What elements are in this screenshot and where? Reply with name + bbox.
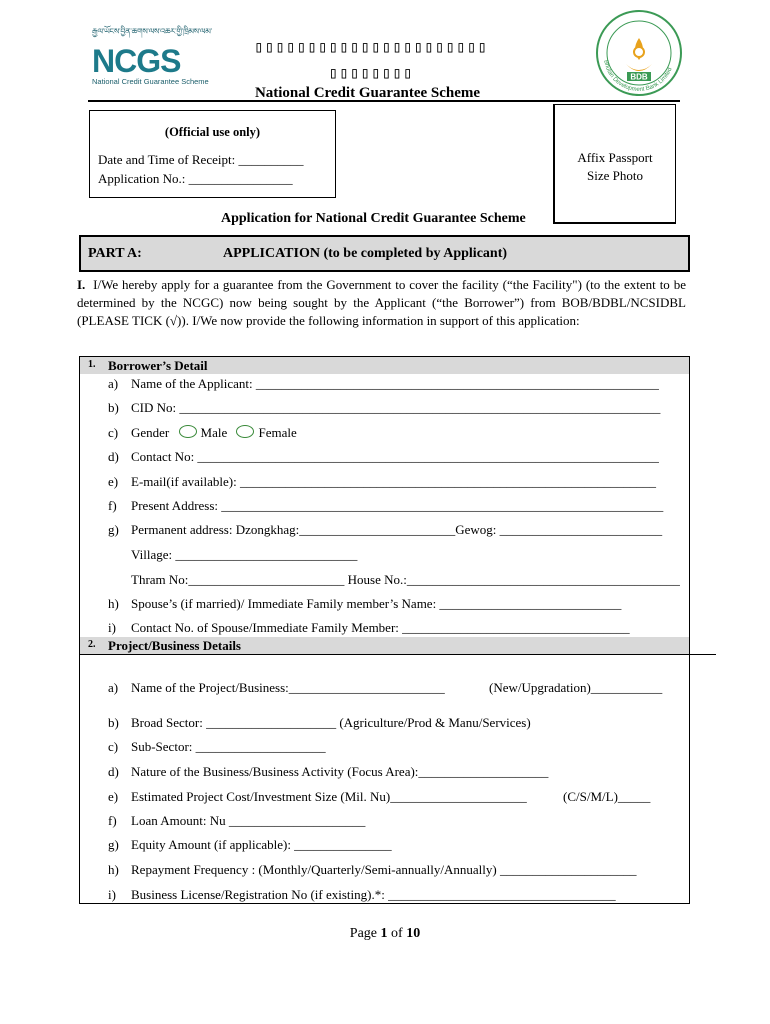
email-field[interactable]: e) E-mail(if available): ________________________________________________________________ [108,474,657,489]
thram-house-field[interactable]: Thram No:________________________ House No.:__________________________________________ [131,572,680,587]
unrendered-line-2: ▯▯▯▯▯▯▯▯ [328,63,414,82]
part-a-header [79,235,690,272]
cid-field[interactable]: b) CID No: __________________________________________________________________________ [108,400,661,415]
contact-no-field[interactable]: d) Contact No: _______________________________________________________________________ [108,449,659,464]
page-word: Page [349,926,378,941]
loan-amount-field[interactable]: f) Loan Amount: Nu _____________________ [108,813,366,828]
official-use-box [89,110,336,198]
spouse-name-field[interactable]: h) Spouse’s (if married)/ Immediate Family member’s Name: ____________________________ [108,596,622,611]
female-radio[interactable] [236,425,254,438]
page-total: 10 [406,926,421,941]
page-current: 1 [380,926,388,941]
project-name-field[interactable]: a) Name of the Project/Business:________________________ [108,680,445,695]
of-word: of [391,926,403,941]
section-1-number: 1. [88,359,96,370]
photo-box-line-1: Affix Passport [577,150,653,165]
bdb-logo [594,8,684,98]
part-a-label: PART A: [88,246,142,261]
business-license-field[interactable]: i) Business License/Registration No (if existing).*: ___________________________________ [108,887,616,902]
section-2-underline [80,654,716,655]
intro-text: I/We hereby apply for a guarantee from the Government to cover the facility (“the Facility") (to the extent to be determined by the NCGC) now being sought by the Applicant (“the Borrower”) from BOB/BDBL/NCSIDBL (PLEASE TICK (√)). I/We now provide the following information in support of this application: [77,277,686,328]
ngcs-logo-subtitle: National Credit Guarantee Scheme [92,77,209,86]
section-2-number: 2. [88,639,96,650]
bdb-logo-text: BDB [630,72,648,82]
project-cost-field[interactable]: e) Estimated Project Cost/Investment Size (Mil. Nu)_____________________ [108,789,527,804]
application-title: Application for National Credit Guarantee Scheme [221,211,526,226]
ngcs-logo-script: རྒྱལ་ཡོངས་བྱིན་ཆགས་ལས་འཆར་གྱི་ཁྲིམས་ལམ་ [92,27,212,36]
page-number [0,926,770,942]
male-label: Male [200,425,228,440]
application-number-field[interactable]: Application No.: ________________ [98,171,293,186]
bdb-logo-emblem-icon [594,8,684,98]
spouse-contact-field[interactable]: i) Contact No. of Spouse/Immediate Family Member: ___________________________________ [108,620,630,635]
bdb-ring-text: Bhutan Development Bank Limited [602,59,674,94]
ngcs-logo-wordmark: NCGS [92,43,181,79]
passport-photo-box[interactable] [553,104,676,224]
unrendered-line-1: ▯▯▯▯▯▯▯▯▯▯▯▯▯▯▯▯▯▯▯▯▯▯ [254,37,488,56]
female-label: Female [258,425,297,440]
header-divider [88,100,680,102]
intro-number: I. [77,277,86,292]
applicant-name-field[interactable]: a) Name of the Applicant: ______________________________________________________________ [108,376,659,391]
ngcs-logo [92,22,212,90]
permanent-address-field[interactable]: g) Permanent address: Dzongkhag:________________________Gewog: _________________________ [108,522,663,537]
section-2-header [80,637,689,654]
new-upgradation-field[interactable]: (New/Upgradation)___________ [489,680,663,695]
sub-sector-field[interactable]: c) Sub-Sector: ____________________ [108,739,326,754]
size-category-field[interactable]: (C/S/M/L)_____ [563,789,651,804]
section-2-title: Project/Business Details [108,638,241,653]
gender-field: c) Gender Male Female [108,425,297,440]
intro-paragraph [77,276,686,330]
present-address-field[interactable]: f) Present Address: ____________________________________________________________________ [108,498,664,513]
unrendered-title-glyphs [236,34,506,86]
equity-amount-field[interactable]: g) Equity Amount (if applicable): _______________ [108,837,392,852]
repayment-frequency-field[interactable]: h) Repayment Frequency : (Monthly/Quarterly/Semi-annually/Annually) _____________________ [108,862,637,877]
official-use-title: (Official use only) [164,125,261,139]
document-title: National Credit Guarantee Scheme [254,85,481,100]
business-nature-field[interactable]: d) Nature of the Business/Business Activity (Focus Area):____________________ [108,764,549,779]
part-a-title: APPLICATION (to be completed by Applicant) [223,246,508,261]
gender-label: Gender [131,425,170,440]
male-radio[interactable] [179,425,197,438]
receipt-date-field[interactable]: Date and Time of Receipt: __________ [98,152,304,167]
section-1-title: Borrower’s Detail [108,358,208,373]
village-field[interactable]: Village: ____________________________ [131,547,358,562]
broad-sector-field[interactable]: b) Broad Sector: ____________________ (Agriculture/Prod & Manu/Services) [108,715,531,730]
section-1-header [80,357,689,374]
photo-box-line-2: Size Photo [587,168,643,183]
